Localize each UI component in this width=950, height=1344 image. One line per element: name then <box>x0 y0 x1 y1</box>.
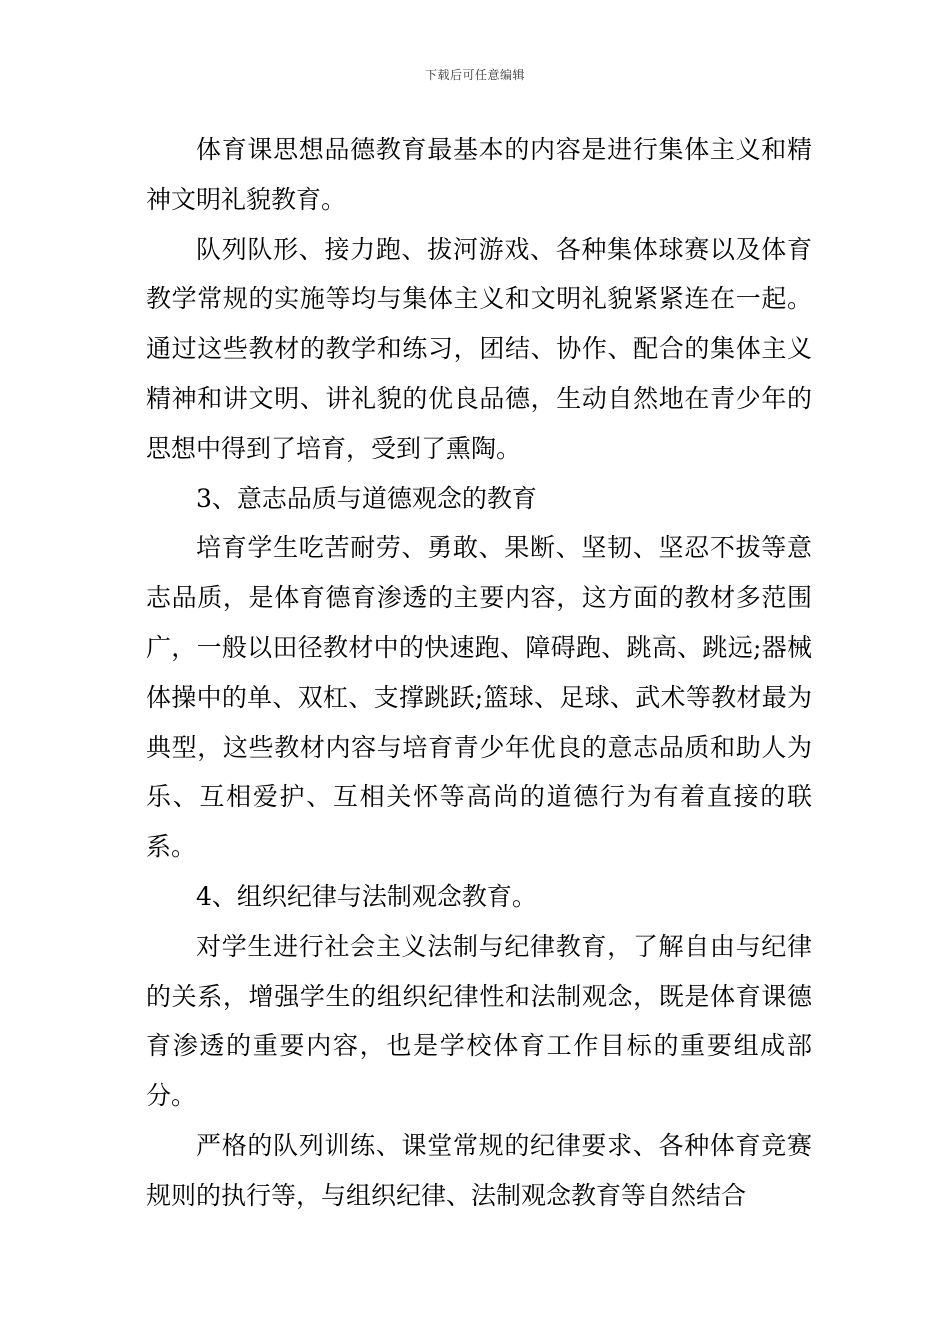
paragraph: 严格的队列训练、课堂常规的纪律要求、各种体育竞赛规则的执行等，与组织纪律、法制观念教育等自然结合 <box>146 1130 812 1210</box>
paragraph: 体育课思想品德教育最基本的内容是进行集体主义和精神文明礼貌教育。 <box>146 135 812 214</box>
paragraph: 培育学生吃苦耐劳、勇敢、果断、坚韧、坚忍不拔等意志品质，是体育德育渗透的主要内容，这方面的教材多范围广，一般以田径教材中的快速跑、障碍跑、跳高、跳远;器械体操中的单、双杠、支撑跳跃;篮球、足球、武术等教材最为典型，这些教材内容与培育青少年优良的意志品质和助人为乐、互相爱护、互相关怀等高尚的道德行为有着直接的联系。 <box>146 533 812 862</box>
document-body <box>146 125 812 1221</box>
section-heading: 3、意志品质与道德观念的教育 <box>196 483 537 513</box>
section-heading: 4、组织纪律与法制观念教育。 <box>196 881 537 911</box>
paragraph: 队列队形、接力跑、拔河游戏、各种集体球赛以及体育教学常规的实施等均与集体主义和文明礼貌紧紧连在一起。通过这些教材的教学和练习，团结、协作、配合的集体主义精神和讲文明、讲礼貌的优良品德，生动自然地在青少年的思想中得到了培育，受到了熏陶。 <box>146 234 812 463</box>
page-header: 下载后可任意编辑 <box>424 68 525 82</box>
paragraph: 对学生进行社会主义法制与纪律教育，了解自由与纪律的关系，增强学生的组织纪律性和法制观念，既是体育课德育渗透的重要内容，也是学校体育工作目标的重要组成部分。 <box>146 931 812 1111</box>
